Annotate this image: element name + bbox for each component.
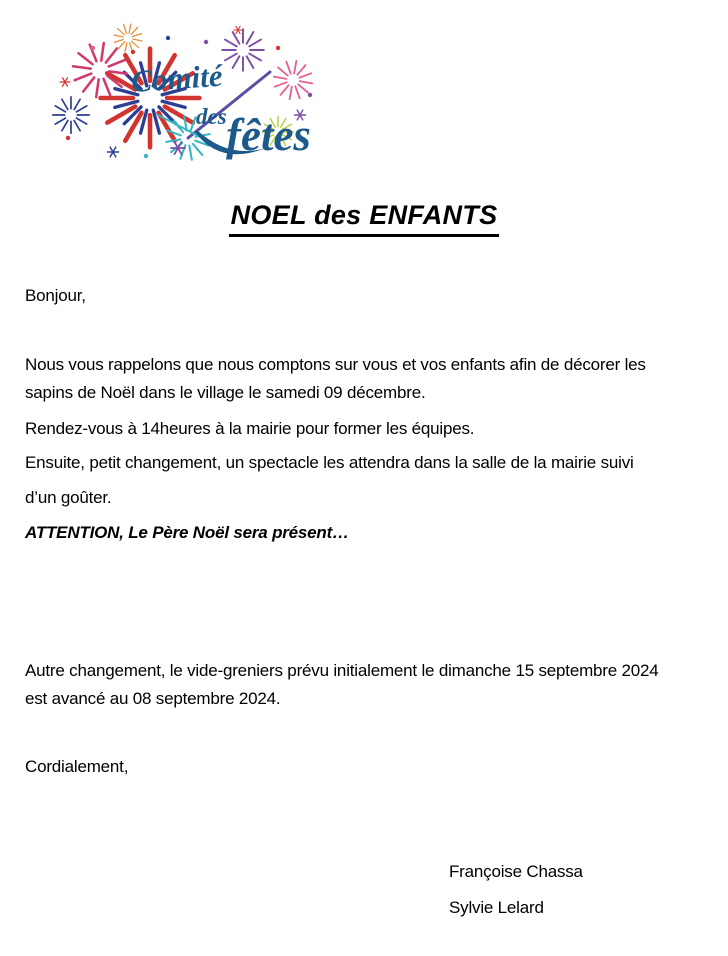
paragraph-4-line-1: Autre changement, le vide-greniers prévu initialement le dimanche 15 septembre 2024 (25, 661, 659, 680)
attention-line: ATTENTION, Le Père Noël sera présent… (25, 523, 349, 542)
closing-line: Cordialement, (25, 757, 129, 776)
fireworks-logo-graphic (38, 20, 334, 162)
page-title: NOEL des ENFANTS (229, 200, 500, 237)
greeting-line: Bonjour, (25, 286, 86, 305)
paragraph-3-line-2: d’un goûter. (25, 488, 112, 507)
logo-word-fetes: fêtes (226, 110, 311, 160)
paragraph-2-line-1: Rendez-vous à 14heures à la mairie pour former les équipes. (25, 419, 475, 438)
title-row (0, 200, 728, 237)
paragraph-1-line-2: sapins de Noël dans le village le samedi 09 décembre. (25, 383, 426, 402)
paragraph-1-line-1: Nous vous rappelons que nous comptons sur vous et vos enfants afin de décorer les (25, 355, 646, 374)
logo-word-comite: Comité (130, 57, 224, 99)
logo-word-des: des (196, 104, 227, 129)
paragraph-3-line-1: Ensuite, petit changement, un spectacle les attendra dans la salle de la mairie suivi (25, 453, 634, 472)
fireworks-logo (38, 20, 334, 162)
signature-1: Françoise Chassa (449, 862, 583, 881)
signature-2: Sylvie Lelard (449, 898, 544, 917)
paragraph-4-line-2: est avancé au 08 septembre 2024. (25, 689, 281, 708)
